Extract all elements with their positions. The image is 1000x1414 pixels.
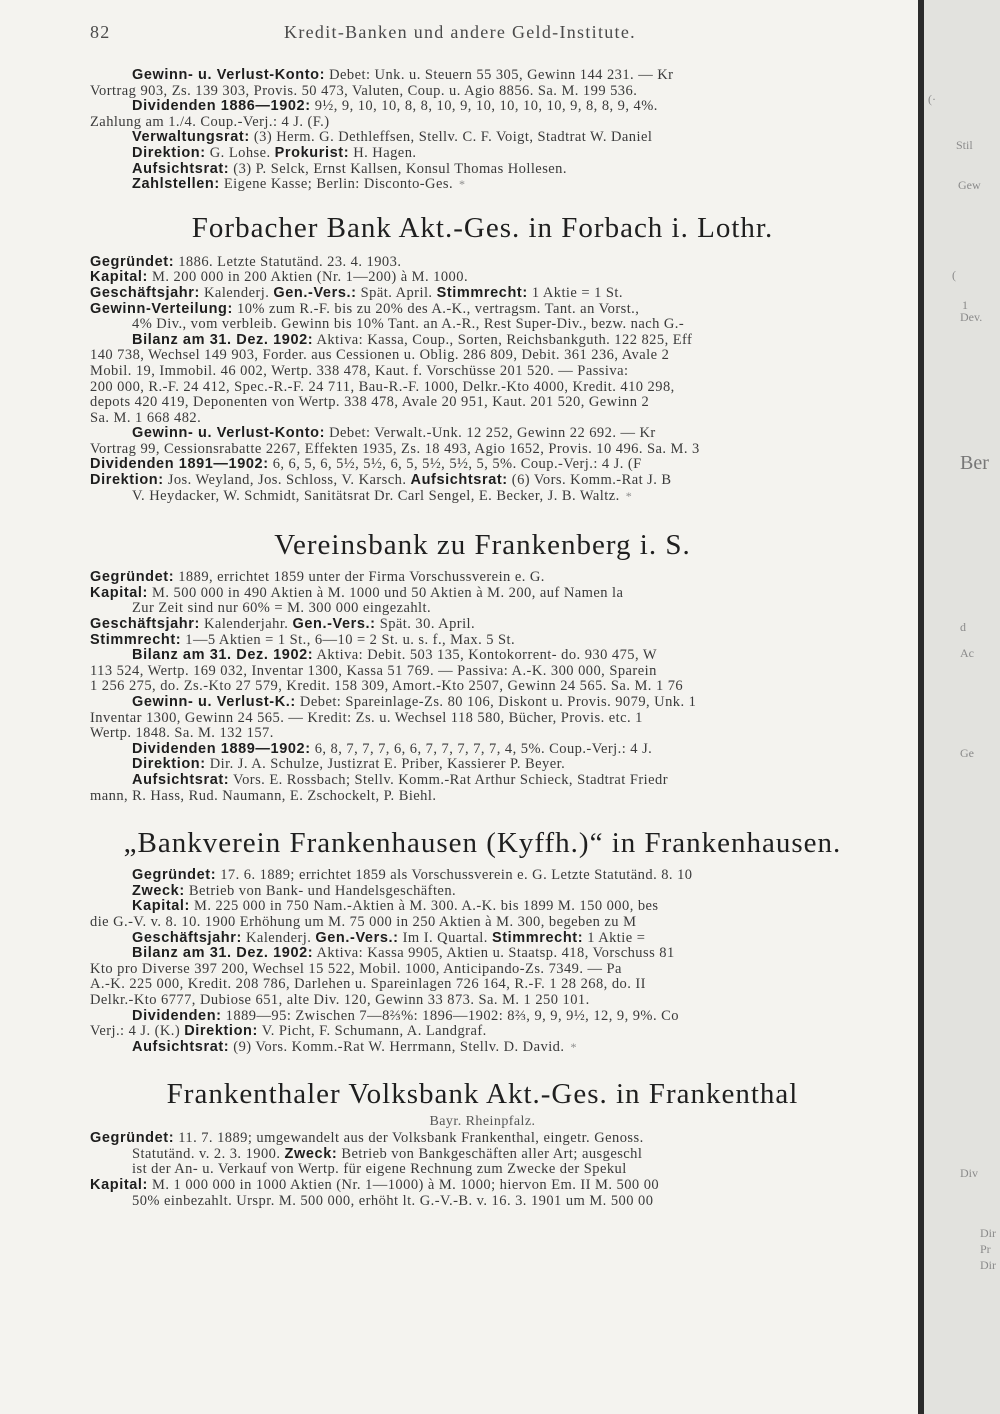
fragment: Dir bbox=[980, 1258, 996, 1272]
field-label: Aufsichtsrat: bbox=[410, 473, 508, 489]
bank-title-frankenthaler-volksbank: Frankenthaler Volksbank Akt.-Ges. in Frankenthal bbox=[166, 1078, 799, 1111]
field-label: Zahlstellen: bbox=[132, 177, 220, 193]
running-title: Kredit-Banken und andere Geld-Institute. bbox=[284, 22, 636, 42]
field-text: Debet: Verwalt.-Unk. 12 252, Gewinn 22 692. — Kr bbox=[325, 426, 656, 442]
entry-line bbox=[90, 426, 875, 442]
field-text: Betrieb von Bankgeschäften aller Art; ausgeschl bbox=[337, 1146, 643, 1162]
field-text: Statutänd. v. 2. 3. 1900. bbox=[132, 1146, 285, 1162]
field-label: Aufsichtsrat: bbox=[132, 772, 230, 788]
field-label: Gegründet: bbox=[90, 570, 175, 586]
field-label: Gen.-Vers.: bbox=[292, 617, 376, 633]
field-text: 4% Div., vom verbleib. Gewinn bis 10% Tant. an A.-R., Rest Super-Div., bezw. nach G.- bbox=[132, 317, 685, 333]
field-label: Aufsichtsrat: bbox=[132, 161, 230, 177]
field-text: Zahlung am 1./4. Coup.-Verj.: 4 J. (F.) bbox=[90, 114, 330, 130]
fragment: Gew bbox=[958, 178, 981, 192]
field-text: Kalenderjahr. bbox=[199, 617, 293, 633]
field-label: Dividenden: bbox=[132, 1008, 222, 1024]
fragment: Ac bbox=[960, 646, 974, 660]
entry-line bbox=[90, 380, 875, 396]
field-label: Direktion: bbox=[184, 1024, 258, 1040]
fragment: Pr bbox=[980, 1242, 991, 1256]
field-text: Kto pro Diverse 397 200, Wechsel 15 522, Mobil. 1000, Anticipando-Zs. 7349. — Pa bbox=[90, 961, 622, 977]
bank-title-bankverein-frankenhausen: „Bankverein Frankenhausen (Kyffh.)“ in Frankenhausen. bbox=[123, 827, 842, 860]
field-text: Kalenderj. bbox=[241, 930, 316, 946]
entry-line bbox=[90, 931, 875, 947]
field-label: Direktion: bbox=[132, 145, 206, 161]
field-label: Direktion: bbox=[132, 757, 206, 773]
field-label: Kapital: bbox=[90, 270, 148, 286]
field-label: Gegründet: bbox=[90, 254, 175, 270]
field-text: 200 000, R.-F. 24 412, Spec.-R.-F. 24 711, Bau-R.-F. 1000, Delkr.-Kto 4000, Kredit. 410 298, bbox=[90, 379, 675, 395]
entry-line bbox=[90, 664, 875, 680]
fragment: 1 bbox=[962, 298, 968, 312]
entry-line bbox=[90, 348, 875, 364]
field-label: Kapital: bbox=[90, 1178, 148, 1194]
entry-line bbox=[90, 473, 875, 489]
field-label: Kapital: bbox=[90, 585, 148, 601]
field-text: Inventar 1300, Gewinn 24 565. — Kredit: Zs. u. Wechsel 118 580, Bücher, Provis. etc. 1 bbox=[90, 710, 643, 726]
field-text: 1 Aktie = bbox=[583, 930, 646, 946]
field-text: 50% einbezahlt. Urspr. M. 500 000, erhöht lt. G.-V.-B. v. 16. 3. 1901 um M. 500 00 bbox=[132, 1193, 654, 1209]
entry-vereinsbank-frankenberg bbox=[90, 570, 875, 804]
field-text: depots 420 419, Deponenten von Wertp. 338 478, Avale 20 951, Kaut. 201 520, Gewinn 2 bbox=[90, 395, 650, 411]
bank-subtitle-region: Bayr. Rheinpfalz. bbox=[429, 1114, 536, 1130]
fragment: Ber bbox=[960, 452, 989, 474]
field-label: Dividenden 1889—1902: bbox=[132, 741, 311, 757]
field-label: Geschäftsjahr: bbox=[90, 285, 200, 301]
field-label: Geschäftsjahr: bbox=[132, 930, 242, 946]
field-text: (6) Vors. Komm.-Rat J. B bbox=[507, 473, 672, 489]
entry-line bbox=[90, 726, 875, 742]
adjacent-page-edge bbox=[924, 0, 1000, 1414]
field-label: Zweck: bbox=[132, 883, 185, 899]
field-text: Delkr.-Kto 6777, Dubiose 651, alte Div. 120, Gewinn 33 873. Sa. M. 1 250 101. bbox=[90, 992, 590, 1008]
field-text: H. Hagen. bbox=[349, 145, 417, 161]
field-text: Eigene Kasse; Berlin: Disconto-Ges. bbox=[219, 177, 454, 193]
fragment: d bbox=[960, 620, 966, 634]
field-text: Spät. 30. April. bbox=[375, 617, 476, 633]
field-label: Gewinn- u. Verlust-K.: bbox=[132, 695, 296, 710]
bank-title-vereinsbank-frankenberg: Vereinsbank zu Frankenberg i. S. bbox=[274, 529, 691, 562]
field-label: Gewinn-Verteilung: bbox=[90, 301, 233, 317]
entry-line bbox=[90, 130, 875, 146]
field-text: Vortrag 903, Zs. 139 303, Provis. 50 473, Valuten, Coup. u. Agio 8856. Sa. M. 199 536. bbox=[90, 83, 638, 99]
field-text: 1889—95: Zwischen 7—8⅔%: 1896—1902: 8⅔, 9, 9, 9½, 12, 9, 9%. Co bbox=[221, 1008, 679, 1024]
field-text: M. 1 000 000 in 1000 Aktien (Nr. 1—1000) à M. 1000; hiervon Em. II M. 500 00 bbox=[147, 1178, 660, 1194]
field-label: Bilanz am 31. Dez. 1902: bbox=[132, 946, 314, 962]
entry-line bbox=[90, 586, 875, 602]
field-text: 1 Aktie = 1 St. bbox=[527, 285, 623, 301]
field-text: 1886. Letzte Statutänd. 23. 4. 1903. bbox=[174, 254, 402, 270]
entry-bankverein-frankenhausen bbox=[90, 868, 875, 1055]
fragment: Dir bbox=[980, 1226, 996, 1240]
field-text: Aktiva: Debit. 503 135, Kontokorrent- do. 930 475, W bbox=[313, 648, 657, 664]
fragment: Stil bbox=[956, 138, 973, 152]
entry-end-asterisk: * bbox=[570, 1039, 577, 1054]
entry-line bbox=[90, 1009, 875, 1025]
field-text: mann, R. Hass, Rud. Naumann, E. Zschockelt, P. Biehl. bbox=[90, 788, 437, 804]
entry-line bbox=[90, 993, 875, 1009]
entry-line bbox=[90, 648, 875, 664]
entry-line bbox=[90, 633, 875, 649]
field-text: Zur Zeit sind nur 60% = M. 300 000 eingezahlt. bbox=[132, 601, 432, 617]
field-text: Aktiva: Kassa 9905, Aktien u. Staatsp. 418, Vorschuss 81 bbox=[313, 946, 675, 962]
field-text: (9) Vors. Komm.-Rat W. Herrmann, Stellv. D. David. bbox=[229, 1039, 565, 1055]
field-text: V. Heydacker, W. Schmidt, Sanitätsrat Dr. Carl Sengel, E. Becker, J. B. Waltz. bbox=[132, 488, 620, 504]
field-text: Wertp. 1848. Sa. M. 132 157. bbox=[90, 726, 274, 742]
field-text: (3) Herm. G. Dethleffsen, Stellv. C. F. Voigt, Stadtrat W. Daniel bbox=[249, 130, 653, 146]
field-text: 140 738, Wechsel 149 903, Forder. aus Cessionen u. Oblig. 286 809, Debit. 361 236, Avale 2 bbox=[90, 348, 670, 364]
entry-line bbox=[90, 364, 875, 380]
field-label: Gegründet: bbox=[132, 868, 217, 884]
field-text: Debet: Spareinlage-Zs. 80 106, Diskont u. Provis. 9079, Unk. 1 bbox=[295, 695, 697, 710]
field-text: Mobil. 19, Immobil. 46 002, Wertp. 338 478, Kaut. f. Vorschüsse 201 520. — Passiva: bbox=[90, 363, 629, 379]
page-number: 82 bbox=[90, 22, 111, 42]
entry-previous-bank-continued bbox=[90, 68, 875, 193]
field-text: Verj.: 4 J. (K.) bbox=[90, 1024, 185, 1040]
entry-line bbox=[90, 1147, 875, 1163]
field-text: (3) P. Selck, Ernst Kallsen, Konsul Thomas Hollesen. bbox=[229, 161, 567, 177]
entry-line bbox=[90, 317, 875, 333]
entry-line bbox=[90, 884, 875, 900]
field-text: 113 524, Wertp. 169 032, Inventar 1300, Kassa 51 769. — Passiva: A.-K. 300 000, Sparein bbox=[90, 663, 657, 679]
field-label: Verwaltungsrat: bbox=[132, 130, 250, 146]
entry-line bbox=[90, 255, 875, 271]
entry-line bbox=[90, 333, 875, 349]
entry-line bbox=[90, 1024, 875, 1040]
field-text: 1889, errichtet 1859 unter der Firma Vorschussverein e. G. bbox=[174, 570, 545, 586]
field-label: Gen.-Vers.: bbox=[273, 285, 357, 301]
entry-line bbox=[90, 711, 875, 727]
field-text: Jos. Weyland, Jos. Schloss, V. Karsch. bbox=[163, 473, 411, 489]
field-label: Stimmrecht: bbox=[491, 930, 584, 946]
field-text: V. Picht, F. Schumann, A. Landgraf. bbox=[257, 1024, 487, 1040]
entry-line bbox=[90, 84, 875, 100]
field-label: Gen.-Vers.: bbox=[315, 930, 399, 946]
entry-line bbox=[90, 68, 875, 84]
entry-line bbox=[90, 270, 875, 286]
entry-line bbox=[90, 601, 875, 617]
field-text: 6, 8, 7, 7, 7, 6, 6, 7, 7, 7, 7, 7, 4, 5%. Coup.-Verj.: 4 J. bbox=[310, 741, 653, 757]
field-label: Aufsichtsrat: bbox=[132, 1039, 230, 1055]
field-text: 11. 7. 1889; umgewandelt aus der Volksbank Frankenthal, eingetr. Genoss. bbox=[174, 1131, 644, 1147]
page-content bbox=[90, 68, 875, 1209]
field-text: 1—5 Aktien = 1 St., 6—10 = 2 St. u. s. f., Max. 5 St. bbox=[181, 632, 516, 648]
entry-line bbox=[90, 977, 875, 993]
entry-line bbox=[90, 1131, 875, 1147]
field-text: M. 500 000 in 490 Aktien à M. 1000 und 50 Aktien à M. 200, auf Namen la bbox=[147, 585, 624, 601]
field-text: Betrieb von Bank- und Handelsgeschäften. bbox=[184, 883, 457, 899]
field-text: Spät. April. bbox=[356, 285, 437, 301]
field-label: Bilanz am 31. Dez. 1902: bbox=[132, 332, 314, 348]
entry-line bbox=[90, 915, 875, 931]
entry-line bbox=[90, 99, 875, 115]
entry-line bbox=[90, 962, 875, 978]
entry-forbacher-bank bbox=[90, 255, 875, 505]
field-text: die G.-V. v. 8. 10. 1900 Erhöhung um M. 75 000 in 250 Aktien à M. 300, begeben zu M bbox=[90, 914, 637, 930]
entry-line bbox=[90, 411, 875, 427]
entry-line bbox=[90, 789, 875, 805]
entry-line bbox=[90, 457, 875, 473]
field-label: Dividenden 1886—1902: bbox=[132, 99, 311, 115]
field-text: M. 225 000 in 750 Nam.-Aktien à M. 300. A.-K. bis 1899 M. 150 000, bes bbox=[189, 899, 659, 915]
entry-line bbox=[90, 1178, 875, 1194]
entry-line bbox=[90, 773, 875, 789]
entry-line bbox=[90, 899, 875, 915]
entry-line bbox=[90, 162, 875, 178]
entry-line bbox=[90, 757, 875, 773]
entry-line bbox=[90, 442, 875, 458]
field-text: ist der An- u. Verkauf von Wertp. für eigene Rechnung zum Zwecke der Spekul bbox=[132, 1162, 627, 1178]
field-text: Vortrag 99, Cessionsrabatte 2267, Effekten 1935, Zs. 18 493, Agio 1652, Provis. 10 496. Sa. M. 3 bbox=[90, 441, 700, 457]
field-text: Kalenderj. bbox=[199, 285, 274, 301]
entry-line bbox=[90, 695, 875, 711]
entry-line bbox=[90, 868, 875, 884]
entry-line bbox=[90, 946, 875, 962]
field-text: Dir. J. A. Schulze, Justizrat E. Priber, Kassierer P. Beyer. bbox=[205, 757, 566, 773]
field-text: 17. 6. 1889; errichtet 1859 als Vorschussverein e. G. Letzte Statutänd. 8. 10 bbox=[216, 868, 693, 884]
field-text: 9½, 9, 10, 10, 8, 8, 10, 9, 10, 10, 10, 10, 9, 8, 8, 9, 4%. bbox=[310, 99, 658, 115]
field-label: Prokurist: bbox=[274, 145, 350, 161]
field-label: Bilanz am 31. Dez. 1902: bbox=[132, 648, 314, 664]
entry-end-asterisk: * bbox=[459, 177, 466, 192]
field-text: Debet: Unk. u. Steuern 55 305, Gewinn 144 231. — Kr bbox=[325, 68, 674, 83]
entry-line bbox=[90, 570, 875, 586]
entry-line bbox=[90, 395, 875, 411]
entry-line bbox=[90, 286, 875, 302]
entry-frankenthaler-volksbank bbox=[90, 1131, 875, 1209]
entry-line bbox=[90, 617, 875, 633]
field-label: Geschäftsjahr: bbox=[90, 617, 200, 633]
entry-line bbox=[90, 679, 875, 695]
field-label: Direktion: bbox=[90, 473, 164, 489]
entry-end-asterisk: * bbox=[625, 488, 633, 503]
fragment: Div bbox=[960, 1166, 978, 1180]
field-text: 6, 6, 5, 6, 5½, 5½, 6, 5, 5½, 5½, 5, 5%. Coup.-Verj.: 4 J. (F bbox=[268, 457, 642, 473]
entry-line bbox=[90, 302, 875, 318]
field-label: Dividenden 1891—1902: bbox=[90, 457, 269, 473]
field-text: Im I. Quartal. bbox=[398, 930, 492, 946]
entry-line bbox=[90, 1194, 875, 1210]
fragment: (· bbox=[928, 92, 936, 106]
field-text: A.-K. 225 000, Kredit. 208 786, Darlehen u. Spareinlagen 726 164, R.-F. 1 28 268, do. II bbox=[90, 977, 646, 993]
field-label: Kapital: bbox=[132, 899, 190, 915]
field-text: Aktiva: Kassa, Coup., Sorten, Reichsbankguth. 122 825, Eff bbox=[313, 332, 693, 348]
entry-line bbox=[90, 146, 875, 162]
field-label: Stimmrecht: bbox=[90, 632, 182, 648]
field-text: M. 200 000 in 200 Aktien (Nr. 1—200) à M. 1000. bbox=[147, 270, 469, 286]
entry-line bbox=[90, 177, 875, 193]
field-text: G. Lohse. bbox=[205, 145, 275, 161]
field-label: Gegründet: bbox=[90, 1131, 175, 1147]
fragment: ( bbox=[952, 268, 956, 282]
fragment: Ge bbox=[960, 746, 974, 760]
entry-line bbox=[90, 489, 875, 505]
entry-line bbox=[90, 115, 875, 131]
entry-line bbox=[90, 1040, 875, 1056]
fragment: Dev. bbox=[960, 310, 983, 324]
field-label: Gewinn- u. Verlust-Konto: bbox=[132, 426, 326, 442]
entry-line bbox=[90, 742, 875, 758]
field-text: 1 256 275, do. Zs.-Kto 27 579, Kredit. 158 309, Amort.-Kto 2507, Gewinn 24 565. Sa. M. 1 76 bbox=[90, 679, 684, 695]
page-header bbox=[90, 22, 830, 44]
field-label: Zweck: bbox=[284, 1146, 338, 1162]
field-label: Stimmrecht: bbox=[436, 285, 528, 301]
field-text: Vors. E. Rossbach; Stellv. Komm.-Rat Arthur Schieck, Stadtrat Friedr bbox=[229, 772, 668, 788]
field-text: 10% zum R.-F. bis zu 20% des A.-K., vertragsm. Tant. an Vorst., bbox=[232, 301, 640, 317]
field-label: Gewinn- u. Verlust-Konto: bbox=[132, 68, 326, 83]
bank-title-forbacher-bank: Forbacher Bank Akt.-Ges. in Forbach i. Lothr. bbox=[191, 211, 774, 244]
entry-line bbox=[90, 1162, 875, 1178]
field-text: Sa. M. 1 668 482. bbox=[90, 410, 202, 426]
